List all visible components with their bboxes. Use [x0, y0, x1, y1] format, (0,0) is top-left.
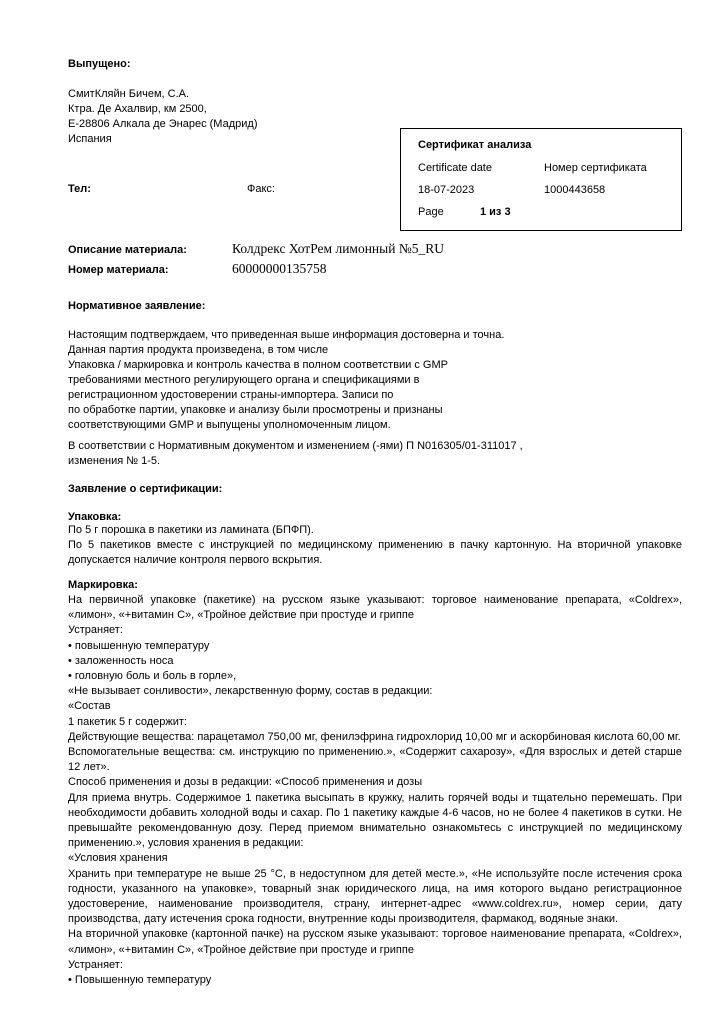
issuer-address — [68, 87, 257, 147]
page-label: Page — [418, 206, 444, 218]
marking-bullet: • повышенную температуру — [68, 639, 210, 652]
regulatory-line: Настоящим подтверждаем, что приведенная выше информация достоверна и точна. — [68, 329, 505, 341]
regulatory-heading: Нормативное заявление: — [68, 300, 206, 312]
marking-paragraph: «Состав — [68, 700, 111, 713]
marking-paragraph: «Не вызывает сонливости», лекарственную форму, состав в редакции: — [68, 685, 433, 698]
certificate-date-value: 18-07-2023 — [418, 184, 475, 196]
marking-paragraph: Действующие вещества: парацетамол 750,00 мг, фенилэфрина гидрохлорид 10,00 мг и аскорбиновая кислота 60,00 мг. — [68, 730, 681, 743]
marking-paragraph: Для приема внутрь. Содержимое 1 пакетика высыпать в кружку, налить горячей воды и тщательно перемешать. При необходимости добавить холодной воды и сахар. По 1 пакетику каждые 4-6 часов, но не более 4 пакетиков в сутки. Не превышайте рекомендованную дозу. Перед приемом внимательно ознакомьтесь с инструкцией по медицинскому применению.», условия хранения в редакции: — [68, 791, 682, 850]
issuer-line: Испания — [68, 133, 112, 145]
regulatory-line: Данная партия продукта произведена, в том числе — [68, 344, 329, 356]
regulatory-line: Упаковка / маркировка и контроль качества в полном соответствии с GMP — [68, 359, 448, 371]
material-desc-label: Описание материала: — [68, 244, 187, 256]
certificate-date-label: Certificate date — [418, 162, 492, 174]
packaging-line: По 5 г порошка в пакетики из ламината (БПФП). — [68, 524, 314, 536]
packaging-heading: Упаковка: — [68, 511, 122, 523]
marking-paragraph: Устраняет: — [68, 624, 123, 637]
normative-line: изменения № 1-5. — [68, 455, 161, 467]
regulatory-line: требованиями местного регулирующего органа и спецификациями в — [68, 374, 420, 386]
material-number-label: Номер материала: — [68, 264, 169, 276]
issuer-line: СмитКляйн Бичем, С.А. — [68, 88, 190, 100]
certificate-number-value: 1000443658 — [544, 184, 606, 196]
certificate-number-label: Номер сертификата — [544, 162, 647, 174]
marking-paragraph: 1 пакетик 5 г содержит: — [68, 715, 187, 728]
issuer-line: E-28806 Алкала де Энарес (Мадрид) — [68, 118, 258, 130]
regulatory-line: соответствующими GMP и выпущены уполномоченным лицом. — [68, 419, 391, 431]
packaging-paragraph: По 5 пакетиков вместе с инструкцией по медицинскому применению в пачку картонную. На вторичной упаковке допускается наличие контроля первого вскрытия. — [68, 539, 682, 567]
marking-bullet: • заложенность носа — [68, 654, 174, 667]
issued-heading: Выпущено: — [68, 58, 131, 70]
fax-label: Факс: — [247, 183, 275, 195]
tel-label: Тел: — [68, 183, 91, 195]
material-number-value: 60000000135758 — [232, 261, 327, 276]
page-value: 1 из 3 — [480, 206, 511, 218]
marking-text — [68, 593, 682, 988]
marking-bullet: • Повышенную температуру — [68, 974, 212, 987]
marking-paragraph: Вспомогательные вещества: см. инструкцию по применению.», «Содержит сахарозу», «Для взрослых и детей старше 12 лет». — [68, 746, 682, 774]
regulatory-text — [68, 328, 504, 433]
marking-paragraph: Способ применения и дозы в редакции: «Способ применения и дозы — [68, 776, 423, 789]
certificate-title: Сертификат анализа — [418, 139, 532, 151]
marking-paragraph: Хранить при температуре не выше 25 °С, в недоступном для детей месте.», «Не используйте после истечения срока годности, указанного на упаковке», товарный знак юридического лица, на имя которого выдано регистрационное удостоверение, наименование производителя, страну, интернет-адрес «www.coldrex.ru», номер серии, дату производства, дату истечения срока годности, внутренние коды производителя, фармакод, водяные знаки. — [68, 867, 682, 926]
material-desc-value: Колдрекс ХотРем лимонный №5_RU — [232, 241, 444, 256]
issuer-line: Ктра. Де Ахалвир, км 2500, — [68, 103, 207, 115]
certification-heading: Заявление о сертификации: — [68, 483, 223, 495]
marking-heading: Маркировка: — [68, 579, 138, 591]
marking-paragraph: На первичной упаковке (пакетике) на русском языке указывают: торговое наименование препарата, «Coldrex», «лимон», «+витамин С», «Тройное действие при простуде и гриппе — [68, 594, 682, 622]
regulatory-line: регистрационном удостоверении страны-импортера. Записи по — [68, 389, 394, 401]
normative-line: В соответствии с Нормативным документом и изменением (-ями) П N016305/01-311017 , — [68, 440, 523, 452]
marking-paragraph: «Условия хранения — [68, 852, 168, 865]
marking-bullet: • головную боль и боль в горле», — [68, 670, 237, 683]
marking-paragraph: На вторичной упаковке (картонной пачке) на русском языке указывают: торговое наименование препарата, «Coldrex», «лимон», «+витамин С», «Тройное действие при простуде и гриппе — [68, 928, 682, 956]
normative-document — [68, 439, 523, 469]
marking-paragraph: Устраняет: — [68, 958, 123, 971]
regulatory-line: по обработке партии, упаковке и анализу были просмотрены и признаны — [68, 404, 443, 416]
